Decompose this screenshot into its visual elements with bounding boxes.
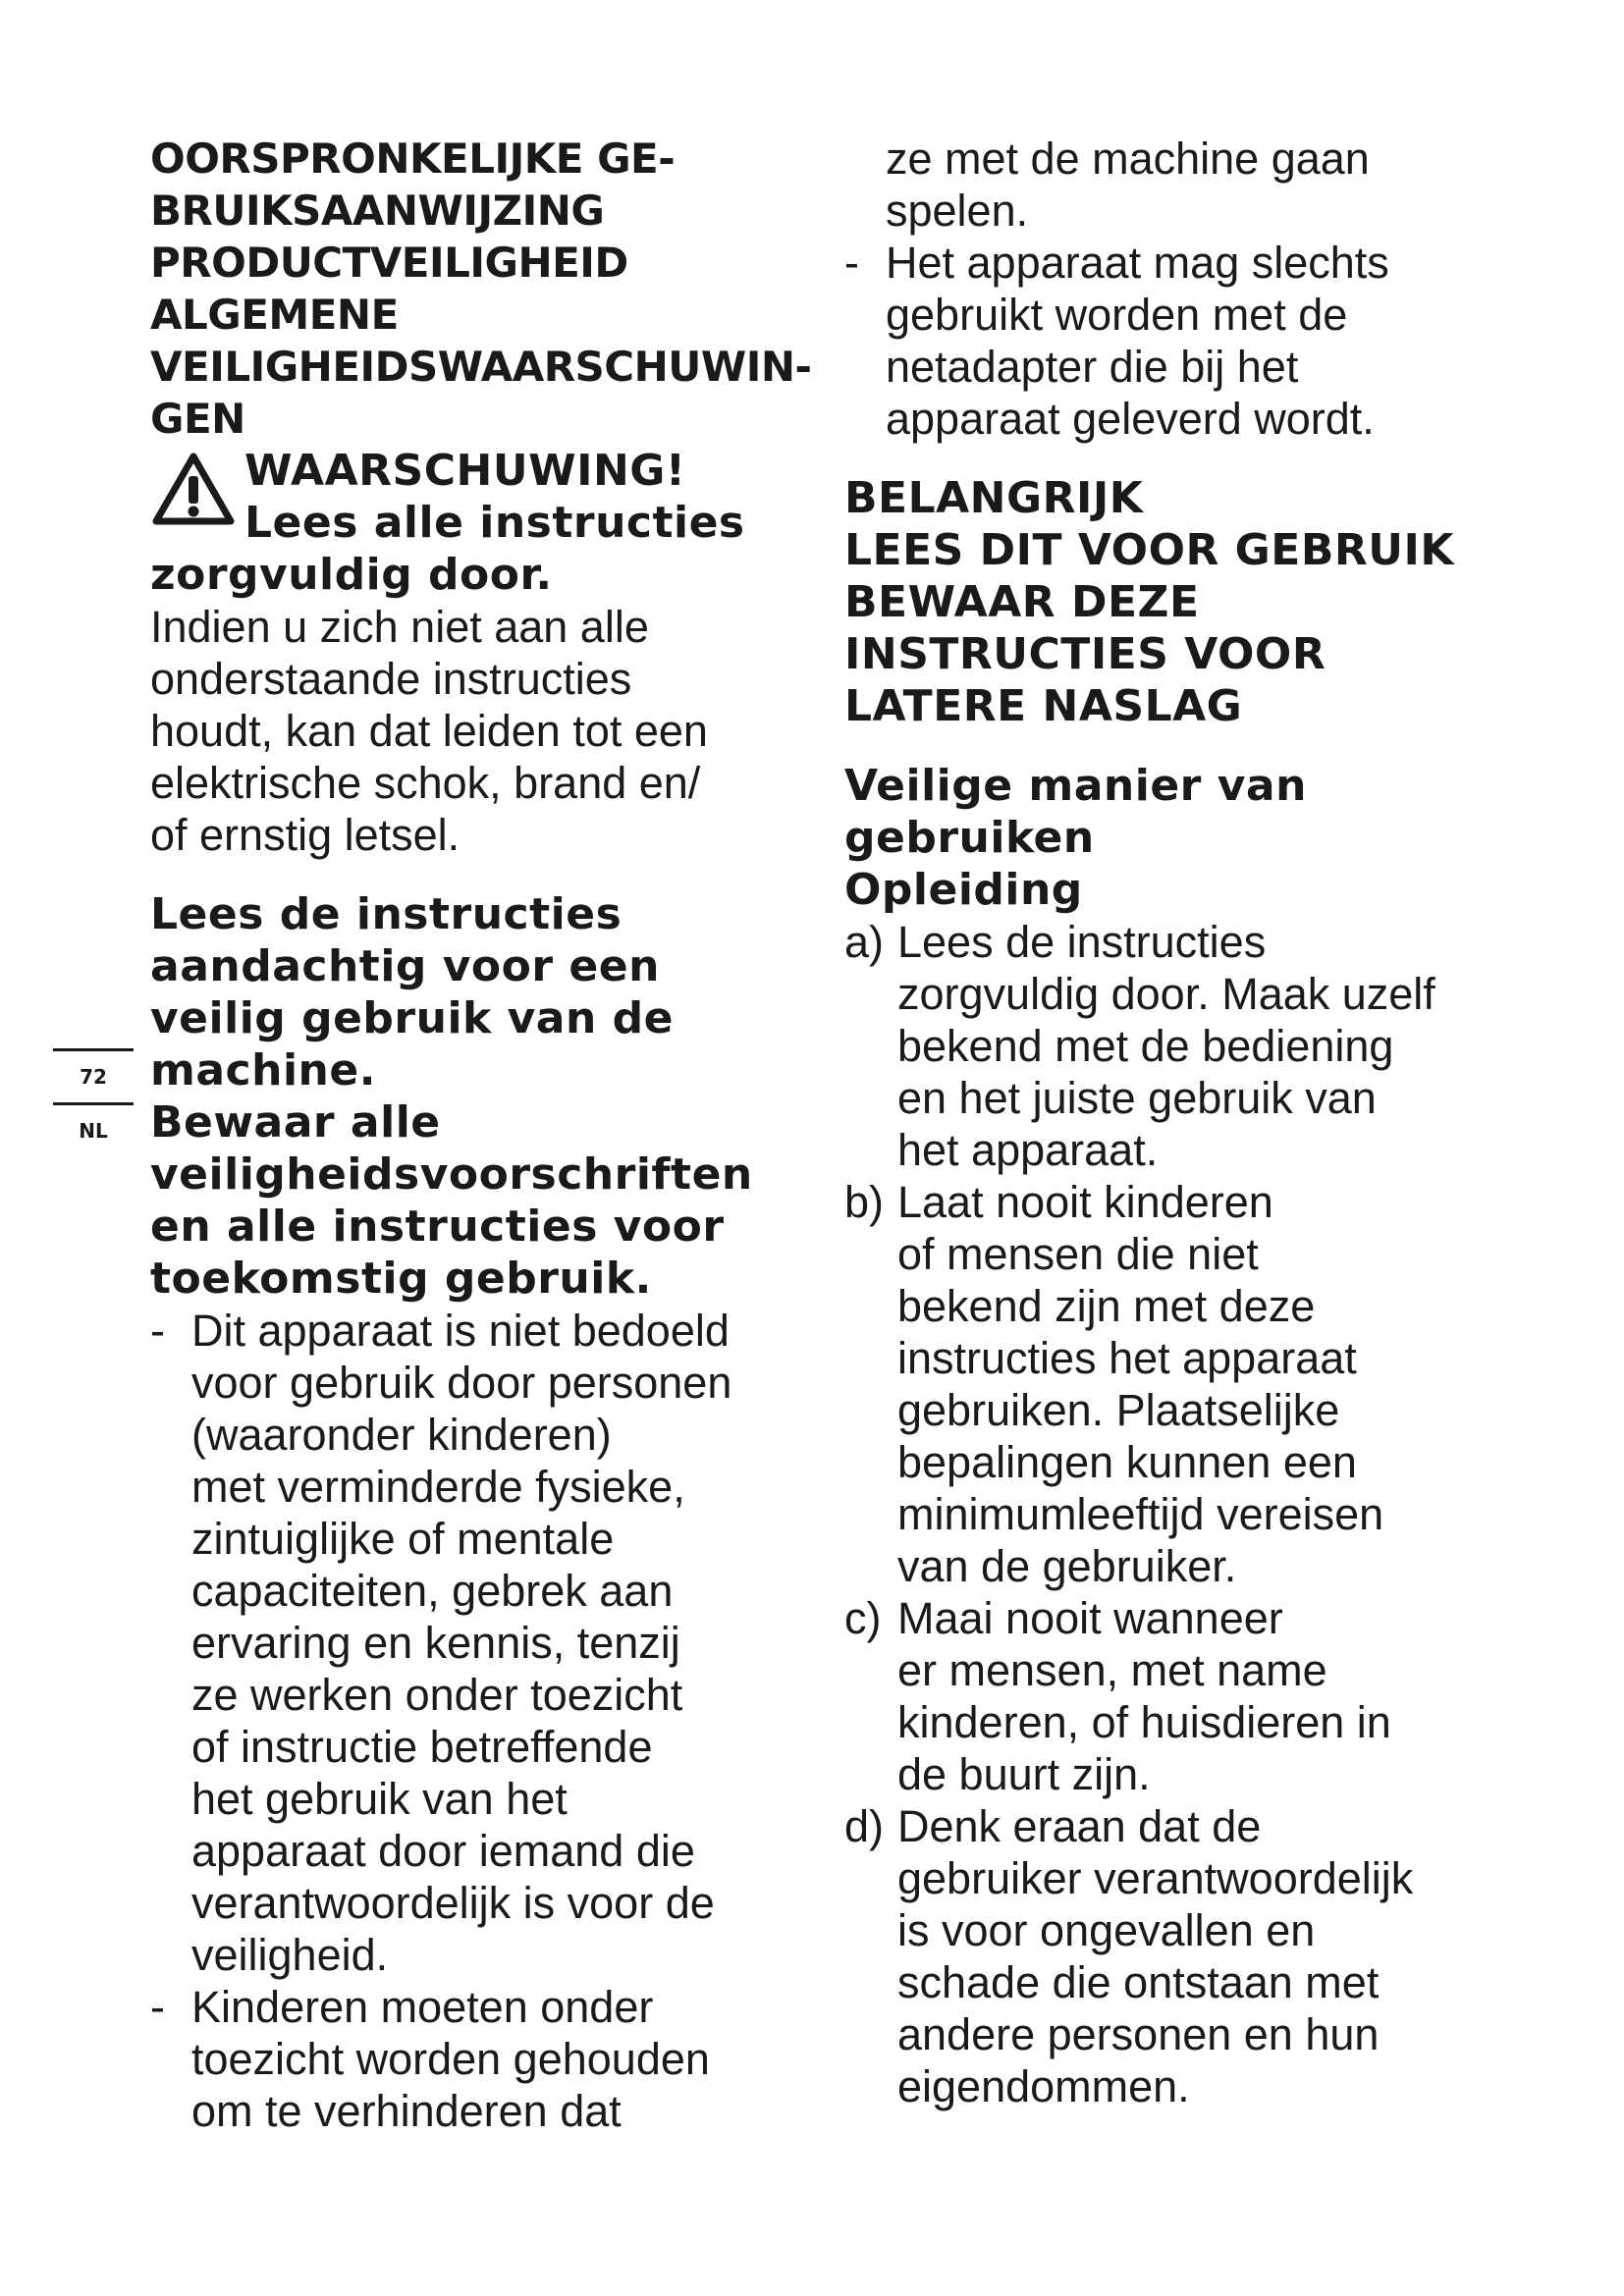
notice-line: aandachtig voor een bbox=[150, 941, 660, 991]
list-item-line: veiligheid. bbox=[191, 1930, 389, 1980]
manual-title bbox=[150, 133, 818, 445]
intro-line: of ernstig letsel. bbox=[150, 810, 460, 860]
important-block bbox=[844, 472, 1512, 732]
intro-line: houdt, kan dat leiden tot een bbox=[150, 706, 708, 756]
item-letter: a) bbox=[844, 917, 885, 967]
list-item-line: andere personen en hun bbox=[897, 2009, 1380, 2059]
warning-block bbox=[150, 445, 818, 601]
list-item-line: en het juiste gebruik van bbox=[897, 1073, 1377, 1123]
list-item-line: zintuiglijke of mentale bbox=[191, 1514, 615, 1564]
list-item-line: Kinderen moeten onder bbox=[191, 1982, 654, 2032]
list-item-line: spelen. bbox=[886, 186, 1029, 236]
bullet-dash: - bbox=[150, 1306, 165, 1356]
important-line: INSTRUCTIES VOOR bbox=[844, 629, 1326, 679]
list-item bbox=[844, 1176, 1512, 1592]
notice-line: toekomstig gebruik. bbox=[150, 1254, 652, 1304]
item-letter: d) bbox=[844, 1801, 885, 1851]
important-line: BELANGRIJK bbox=[844, 473, 1144, 523]
list-item-line: bekend zijn met deze bbox=[897, 1281, 1316, 1331]
list-item bbox=[844, 237, 1512, 445]
title-line: OORSPRONKELIJKE GE- bbox=[150, 134, 676, 183]
language-code: NL bbox=[79, 1119, 108, 1143]
list-item-line: instructies het apparaat bbox=[897, 1333, 1357, 1383]
list-item-line: de buurt zijn. bbox=[897, 1749, 1151, 1799]
bullet-list bbox=[150, 1305, 818, 2137]
item-letter: c) bbox=[844, 1593, 882, 1643]
list-item-line: bepalingen kunnen een bbox=[897, 1437, 1357, 1487]
section-heading bbox=[844, 760, 1512, 916]
list-item-line: schade die ontstaan met bbox=[897, 1957, 1380, 2007]
lettered-list bbox=[844, 916, 1512, 2112]
list-item-line: Lees de instructies bbox=[897, 917, 1267, 967]
warning-heading: WAARSCHUWING! bbox=[244, 446, 686, 496]
list-item-line: kinderen, of huisdieren in bbox=[897, 1697, 1391, 1747]
intro-line: elektrische schok, brand en/ bbox=[150, 758, 701, 808]
intro-paragraph bbox=[150, 601, 818, 861]
notice-line: veilig gebruik van de bbox=[150, 993, 674, 1043]
subsection-heading: Opleiding bbox=[844, 865, 1083, 915]
list-item-line: (waaronder kinderen) bbox=[191, 1410, 612, 1460]
list-item bbox=[150, 1305, 818, 1981]
list-item-line: netadapter die bij het bbox=[886, 342, 1299, 392]
list-item-line: bekend met de bediening bbox=[897, 1021, 1394, 1071]
list-item-line: gebruikt worden met de bbox=[886, 290, 1348, 340]
list-item-line: het gebruik van het bbox=[191, 1774, 568, 1824]
list-item-continued bbox=[844, 133, 1512, 237]
bullet-dash: - bbox=[150, 1982, 165, 2032]
notice-line: en alle instructies voor bbox=[150, 1201, 725, 1252]
list-item-line: het apparaat. bbox=[897, 1125, 1159, 1175]
bullet-dash: - bbox=[844, 238, 859, 288]
list-item-line: eigendommen. bbox=[897, 2061, 1190, 2111]
important-line: LATERE NASLAG bbox=[844, 681, 1243, 731]
list-item-line: ze werken onder toezicht bbox=[191, 1670, 683, 1720]
title-line: BRUIKSAANWIJZING bbox=[150, 187, 605, 235]
list-item-line: er mensen, met name bbox=[897, 1645, 1327, 1695]
list-item-line: ervaring en kennis, tenzij bbox=[191, 1618, 680, 1668]
notice-line: machine. bbox=[150, 1045, 376, 1095]
warning-triangle-icon bbox=[150, 451, 237, 529]
warning-subline: Lees alle instructies bbox=[244, 498, 745, 548]
list-item bbox=[150, 1981, 818, 2137]
left-column bbox=[150, 133, 818, 2137]
list-item bbox=[844, 916, 1512, 1176]
list-item-line: verantwoordelijk is voor de bbox=[191, 1878, 715, 1928]
list-item-line: Maai nooit wanneer bbox=[897, 1593, 1283, 1643]
right-column bbox=[844, 133, 1512, 2112]
warning-subline: zorgvuldig door. bbox=[150, 550, 553, 600]
page-number: 72 bbox=[80, 1065, 107, 1089]
title-line: PRODUCTVEILIGHEID bbox=[150, 239, 628, 287]
list-item-line: zorgvuldig door. Maak uzelf bbox=[897, 969, 1435, 1019]
list-item-line: ze met de machine gaan bbox=[886, 133, 1370, 184]
bullet-list-continued bbox=[844, 133, 1512, 445]
list-item-line: toezicht worden gehouden bbox=[191, 2034, 710, 2084]
list-item-line: gebruiker verantwoordelijk bbox=[897, 1853, 1414, 1903]
page-marker bbox=[53, 1048, 134, 1156]
intro-line: Indien u zich niet aan alle bbox=[150, 602, 649, 652]
list-item-line: is voor ongevallen en bbox=[897, 1905, 1316, 1955]
important-line: LEES DIT VOOR GEBRUIK bbox=[844, 525, 1454, 575]
list-item-line: minimumleeftijd vereisen bbox=[897, 1489, 1384, 1539]
list-item-line: Het apparaat mag slechts bbox=[886, 238, 1389, 288]
list-item-line: apparaat door iemand die bbox=[191, 1826, 695, 1876]
list-item-line: Dit apparaat is niet bedoeld bbox=[191, 1306, 730, 1356]
notice-line: Lees de instructies bbox=[150, 889, 623, 939]
list-item bbox=[844, 1800, 1512, 2112]
notice-line: Bewaar alle bbox=[150, 1097, 441, 1148]
notice-block bbox=[150, 888, 818, 1305]
list-item-line: Denk eraan dat de bbox=[897, 1801, 1262, 1851]
list-item-line: van de gebruiker. bbox=[897, 1541, 1237, 1591]
list-item-line: apparaat geleverd wordt. bbox=[886, 394, 1375, 444]
list-item bbox=[844, 1592, 1512, 1800]
intro-line: onderstaande instructies bbox=[150, 654, 632, 704]
title-line: ALGEMENE bbox=[150, 291, 399, 339]
notice-line: veiligheidsvoorschriften bbox=[150, 1149, 753, 1200]
section-heading-line: gebruiken bbox=[844, 813, 1095, 863]
list-item-line: of mensen die niet bbox=[897, 1229, 1259, 1279]
important-line: BEWAAR DEZE bbox=[844, 577, 1200, 627]
list-item-line: capaciteiten, gebrek aan bbox=[191, 1566, 674, 1616]
list-item-line: met verminderde fysieke, bbox=[191, 1462, 685, 1512]
list-item-line: om te verhinderen dat bbox=[191, 2086, 622, 2136]
title-line: GEN bbox=[150, 395, 245, 443]
item-letter: b) bbox=[844, 1177, 885, 1227]
list-item-line: gebruiken. Plaatselijke bbox=[897, 1385, 1340, 1435]
list-item-line: voor gebruik door personen bbox=[191, 1358, 732, 1408]
section-heading-line: Veilige manier van bbox=[844, 761, 1307, 811]
list-item-line: Laat nooit kinderen bbox=[897, 1177, 1273, 1227]
list-item-line: of instructie betreffende bbox=[191, 1722, 653, 1772]
title-line: VEILIGHEIDSWAARSCHUWIN- bbox=[150, 343, 812, 391]
